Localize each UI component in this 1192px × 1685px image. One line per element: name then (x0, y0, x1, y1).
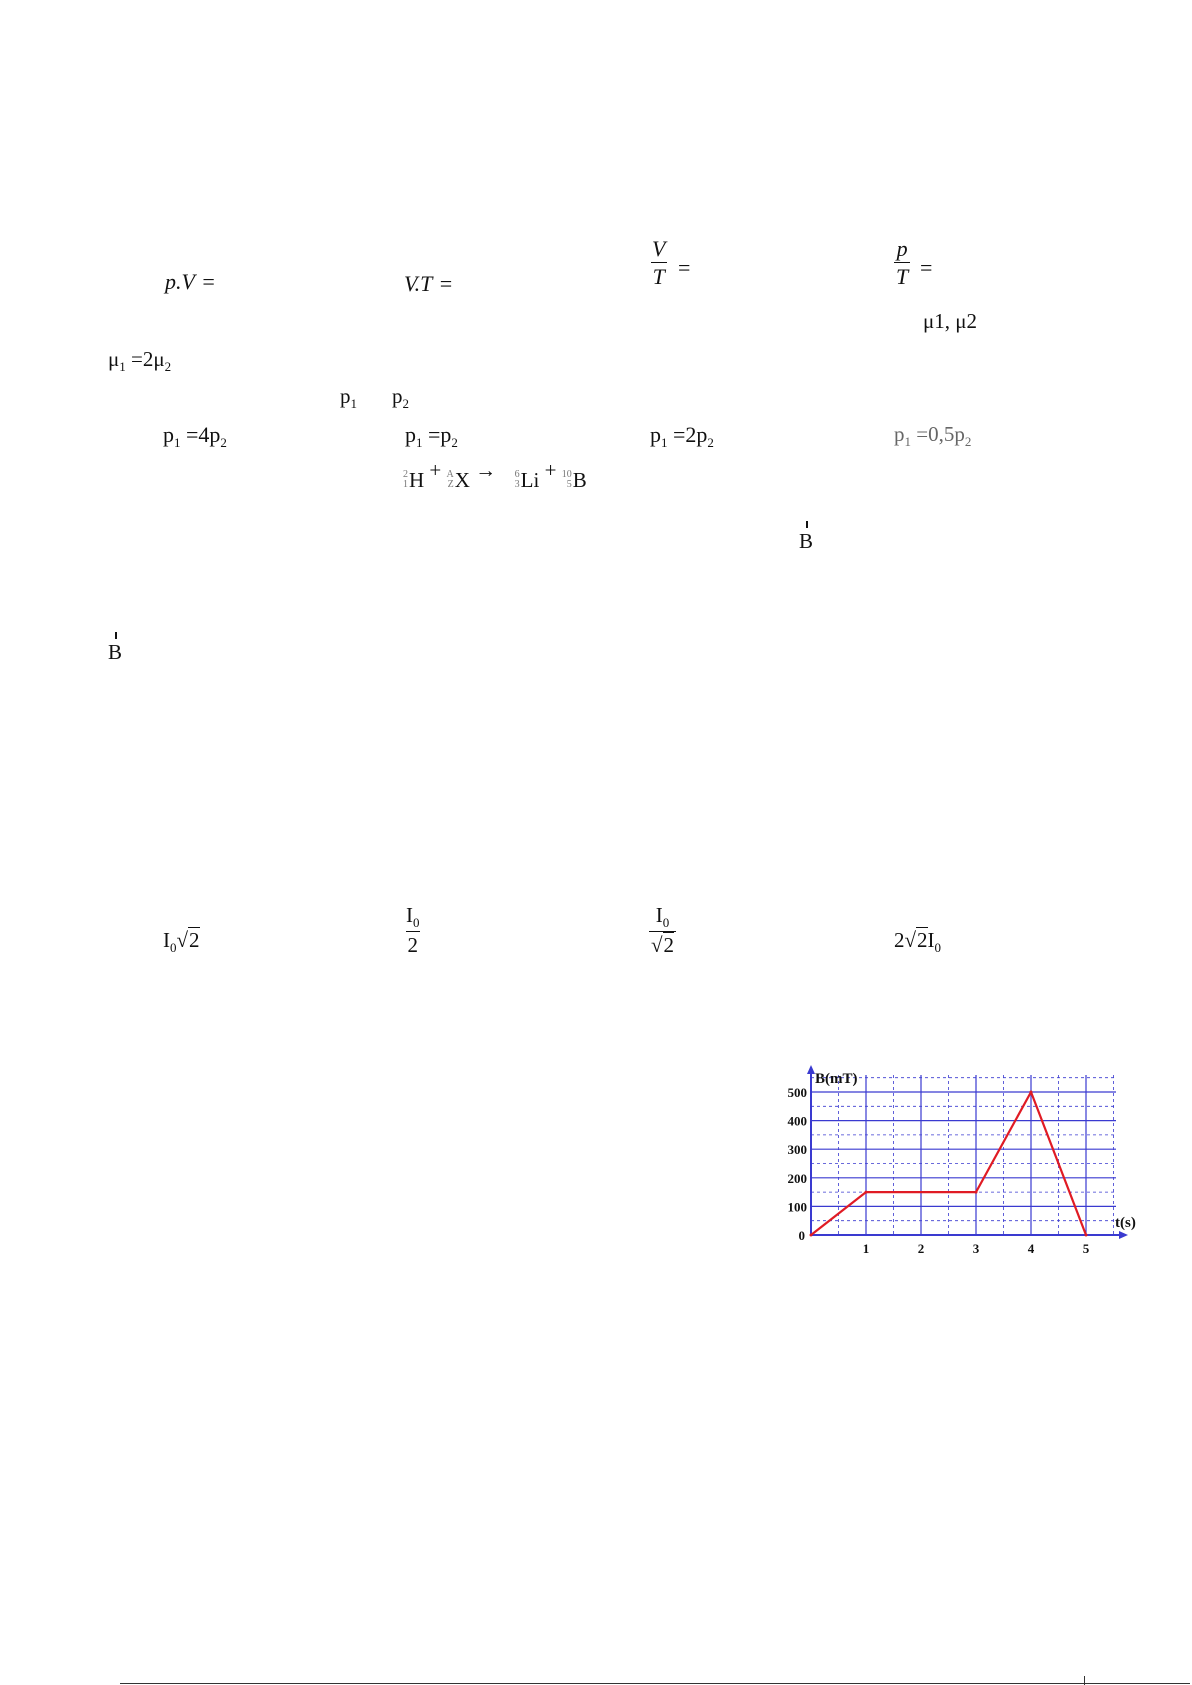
option-b-current: $\frac{I_0}{2}$ (406, 903, 420, 957)
y-axis-arrow (807, 1065, 815, 1074)
x-tick-label: 5 (1082, 1241, 1090, 1256)
option-a-pv: p.V = (165, 269, 216, 294)
mu-pair: μ1, μ2 (923, 309, 978, 333)
x-tick-label: 2 (917, 1241, 925, 1256)
boron-nucleus: 10 5 B (561, 467, 587, 492)
lithium-nucleus: 6 3 Li (514, 467, 540, 492)
x-nucleus: A Z X (446, 467, 470, 492)
origin-label: 0 (798, 1228, 805, 1243)
y-axis-label: B(mT) (815, 1071, 858, 1087)
y-tick-label: 100 (787, 1199, 807, 1215)
p1-symbol: $p_1$ (340, 384, 357, 411)
footer-rule (120, 1683, 1190, 1684)
option-c-v-over-t: $\frac{V}{T}$ (652, 236, 666, 289)
y-tick-label: 400 (787, 1113, 807, 1129)
option-d-p-over-t: $\frac{p}{T}$ (896, 236, 909, 289)
option-c-equals: = (678, 255, 691, 280)
option-b-pressure: $p_1 =p_2$ (405, 422, 458, 450)
option-d-current: $2√2I_0$ (894, 928, 942, 955)
option-a-pressure: $p_1 =4p_2$ (163, 422, 227, 450)
footer-rule-tick (1084, 1676, 1085, 1685)
y-tick-label: 200 (787, 1170, 807, 1186)
x-tick-label: 1 (862, 1241, 870, 1256)
data-point (1085, 1234, 1088, 1237)
y-tick-label: 300 (787, 1142, 807, 1158)
option-c-current: $\frac{I_0}{√2}$ (651, 903, 675, 957)
x-tick-label: 3 (972, 1241, 980, 1256)
p2-symbol: $p_2$ (392, 384, 409, 411)
vector-b-2: B (108, 642, 122, 663)
deuterium-nucleus: 2 1 H (403, 467, 425, 492)
data-point (975, 1191, 978, 1194)
nuclear-reaction: 2 1 H + A Z X → 6 3 Li + 10 5 B (403, 458, 587, 492)
y-tick-label: 500 (787, 1085, 807, 1100)
option-d-equals: = (920, 255, 933, 280)
x-tick-label: 4 (1027, 1241, 1035, 1256)
option-b-vt: V.T = (404, 271, 454, 296)
data-point (810, 1234, 813, 1237)
data-point (1030, 1091, 1033, 1094)
x-axis-label: t(s) (1115, 1215, 1136, 1231)
x-axis-arrow (1119, 1231, 1128, 1239)
data-point (865, 1191, 868, 1194)
option-c-pressure: $p_1 =2p_2$ (650, 422, 714, 450)
mu-relation: $\mu_1 =2\mu_2$ (108, 347, 172, 374)
option-a-current: $I_0√2$ (163, 928, 200, 955)
vector-b-1: B (799, 531, 813, 552)
option-d-pressure: $p_1 =0,5p_2$ (894, 422, 972, 449)
